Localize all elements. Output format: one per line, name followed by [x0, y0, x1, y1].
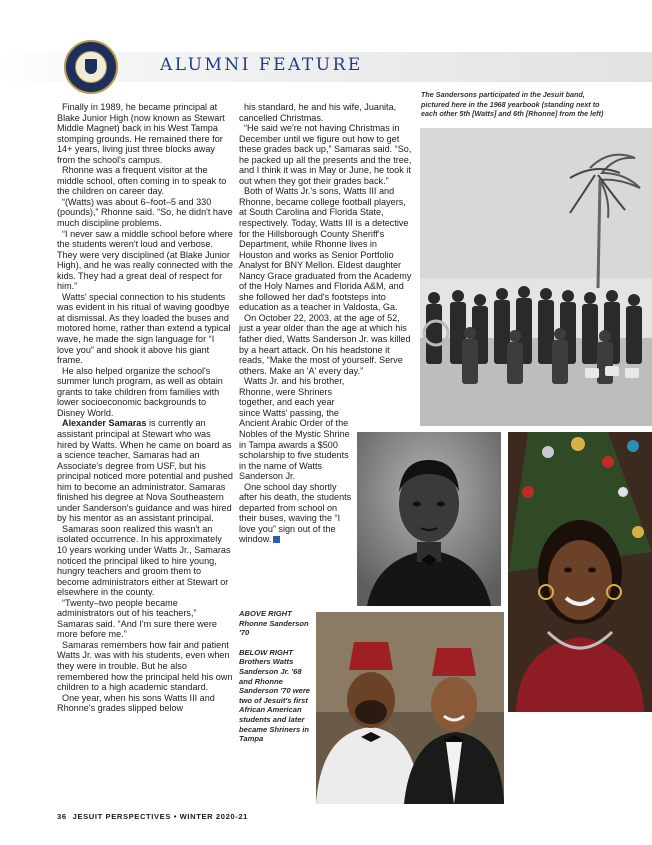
paragraph	[239, 482, 356, 545]
paragraph: Samaras soon realized this wasn't an isolated occurrence. In his approximately 10 years working under Watts Jr., Samaras noticed the principal liked to hire young, hungry teachers and groom them to become administrators either at Stewart or elsewhere in the county.	[57, 523, 231, 598]
shriners-photo	[316, 612, 504, 804]
article-column-1	[57, 102, 233, 714]
page-footer	[57, 812, 254, 821]
paragraph: “(Watts) was about 6–foot–5 and 330 (pounds),” Rhonne said. “So, he didn't have much discipline problems.	[57, 196, 233, 229]
paragraph: his standard, he and his wife, Juanita, cancelled Christmas.	[239, 102, 397, 123]
caption-label: ABOVE RIGHT	[239, 609, 292, 618]
paragraph: Rhonne was a frequent visitor at the middle school, often coming in to speak to the children on career day.	[57, 165, 227, 197]
page-number: 36	[57, 812, 67, 821]
paragraph: “He said we're not having Christmas in December until we figure out how to get these grades back up,” Samaras said. “So, he packed up all the presents and the tree, and I think it was in May or June, he took it out when they got their grades back.”	[239, 123, 412, 186]
paragraph: “Twenty–two people became administrators out of his teachers,” Samaras said. “And I'm sure there were more before me.”	[57, 597, 217, 640]
christmas-portrait-photo	[508, 432, 652, 712]
band-photo	[420, 128, 652, 426]
publication-name: JESUIT PERSPECTIVES • WINTER 2020-21	[72, 812, 248, 821]
section-title: ALUMNI FEATURE	[160, 55, 363, 75]
paragraph: Finally in 1989, he became principal at Blake Junior High (now known as Stewart Middle Magnet) back in his West Tampa stomping grounds. He remained there for 14+ years, living just three blocks away from the school's campus.	[57, 102, 225, 165]
end-mark-icon	[273, 536, 280, 543]
paragraph: On October 22, 2003, at the age of 52, just a year older than the age at which his father died, Watts Sanderson Jr. was killed by a heart attack. On his headstone it reads, “Make the most of yourself. Serve others. Make an 'A' every day.”	[239, 312, 411, 376]
portrait-photo	[357, 432, 501, 606]
paragraph-text: One school day shortly after his death, the students departed from school on their buses, waving the “I love you” sign out of the window.	[239, 481, 352, 545]
paragraph: “I never saw a middle school before where the students weren't loud and verbose. They were very disciplined (at Blake Junior High), and he was really connected with the kids. They had a great deal of respect for him.”	[57, 228, 233, 292]
caption-label: BELOW RIGHT	[239, 647, 293, 657]
paragraph	[57, 418, 233, 523]
school-seal-icon	[64, 40, 118, 94]
paragraph-text: is currently an assistant principal at Stewart who was hired by Watts. When he came on board as a science teacher, Samaras had an Associate's degree from USF, but his principal noticed more potential and pushed him to become an administrator. Samaras finished his degree at Nova Southeastern under Sanderson's guidance and was hired by his mentor as an assistant principal.	[57, 418, 233, 524]
paragraph: He also helped organize the school's summer lunch program, as well as obtain grants to take children from families with lower socioeconomic backgrounds to Disney World.	[57, 365, 223, 418]
caption-text: Rhonne Sanderson '70	[239, 618, 309, 638]
photo-captions	[239, 609, 311, 744]
paragraph: Watts' special connection to his students was evident in his ritual of waving goodbye at dismissal. As they loaded the buses and motored home, rather than extend a typical wave, he made the sign language for “I love you” and shook it above his giant frame.	[57, 291, 231, 366]
paragraph: Samaras remembers how fair and patient Watts Jr. was with his students, even when they were in trouble. But he also remembered how the principal held his own children to a high academic standard.	[57, 639, 233, 693]
paragraph: Both of Watts Jr.'s sons, Watts III and Rhonne, became college football players, at South Carolina and Florida State, respectively. Today, Watts III is a detective for the Hillsborough County Sheriff's Department, while Rhonne lives in Houston and works as Senior Portfolio Analyst for BNY Mellon. Eldest daughter Nancy Grace graduated from the Academy of the Holy Names and Florida A&M, and she followed her dad's footsteps into education as a teacher in Valdosta, Ga.	[239, 186, 412, 313]
paragraph: Watts Jr. and his brother, Rhonne, were Shriners together, and each year since Watts' passing, the Ancient Arabic Order of the Nobles of the Mystic Shrine in Tampa awards a $500 scholarship to five students in the name of Watts Sanderson Jr.	[239, 376, 350, 482]
band-photo-caption: The Sandersons participated in the Jesuit band, pictured here in the 1968 yearbook (standing next to each other 5th [Watts] and 6th [Rhonne] from the left)	[421, 90, 604, 119]
caption-text: Brothers Watts Sanderson Jr. '68 and Rhonne Sanderson '70 were two of Jesuit's first African American students and later became Shriners in Tampa	[239, 657, 311, 744]
paragraph: One year, when his sons Watts III and Rhonne's grades slipped below	[57, 692, 215, 714]
bold-name: Alexander Samaras	[62, 418, 147, 429]
